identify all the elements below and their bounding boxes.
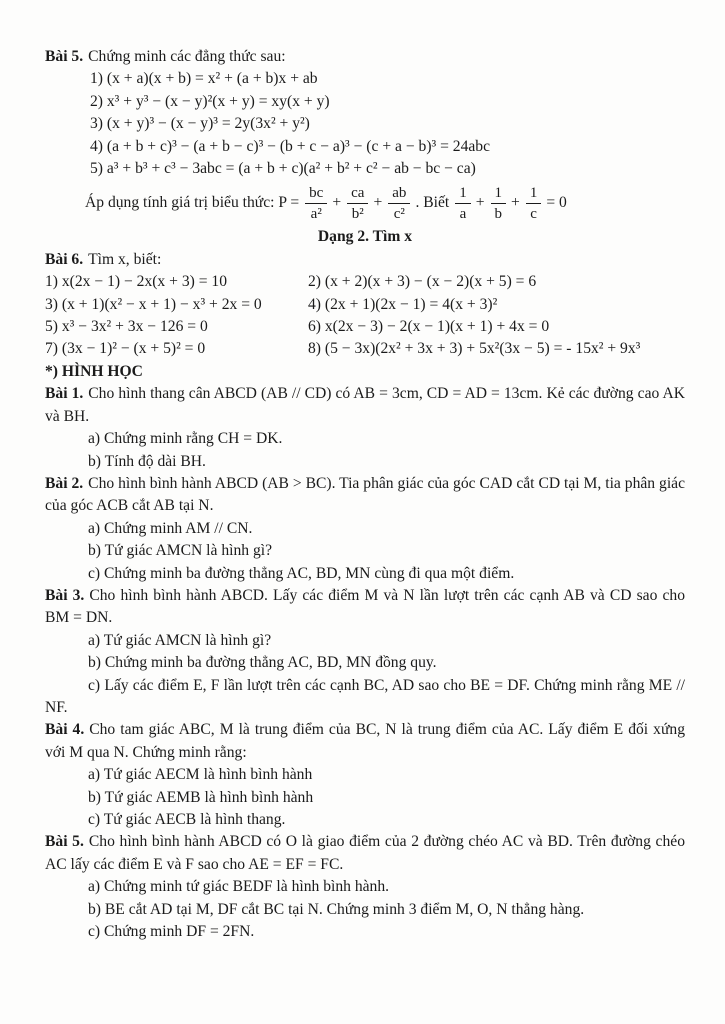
bai6-equation-2: 2) (x + 2)(x + 3) − (x − 2)(x + 5) = 6: [308, 273, 537, 291]
plus-sign: +: [332, 194, 342, 212]
algebra-bai5-label: Bài 5.: [45, 48, 84, 65]
geometry-problem-4-item-a: a) Tứ giác AECM là hình bình hành: [88, 766, 313, 784]
apply-prefix: Áp dụng tính giá trị biểu thức: P =: [85, 194, 300, 212]
geometry-problem-5: [45, 831, 685, 876]
bai6-equation-8: 8) (5 − 3x)(2x² + 3x + 3) + 5x²(3x − 5) = - 15x² + 9x³: [308, 340, 641, 358]
fraction-1-a: $\frac{1}{a}$: [455, 184, 471, 223]
geometry-problem-1-item-b: b) Tính độ dài BH.: [88, 452, 206, 470]
algebra-bai5-equation-5: 5) a³ + b³ + c³ − 3abc = (a + b + c)(a² + b² + c² − ab − bc − ca): [90, 160, 476, 178]
geometry-problem-4-label: Bài 4.: [45, 721, 85, 739]
plus-sign: +: [475, 194, 485, 212]
geometry-problem-5-item-c: c) Chứng minh DF = 2FN.: [88, 923, 255, 941]
algebra-bai6-label: Bài 6.: [45, 250, 84, 268]
dang2-heading: Dạng 2. Tìm x: [317, 228, 413, 246]
algebra-bai6-equations: [45, 271, 685, 361]
apply-suffix: = 0: [546, 194, 567, 212]
algebra-bai5-heading: [45, 46, 685, 68]
geometry-problem-4-item-c: c) Tứ giác AECB là hình thang.: [88, 811, 286, 828]
geometry-problem-1-statement: Cho hình thang cân ABCD (AB // CD) có AB = 3cm, CD = AD = 13cm. Kẻ các đường cao AK và BH.: [45, 385, 686, 425]
geometry-problem-5-item-b: b) BE cắt AD tại M, DF cắt BC tại N. Chứng minh 3 điểm M, O, N thẳng hàng.: [88, 900, 585, 918]
geometry-problem-3-label: Bài 3.: [45, 586, 85, 604]
fraction-1-c: $\frac{1}{c}$: [526, 184, 542, 223]
algebra-bai5-equation-1: 1) (x + a)(x + b) = x² + (a + b)x + ab: [90, 70, 318, 88]
geometry-problem-1: [45, 383, 685, 428]
geometry-problem-2-label: Bài 2.: [45, 474, 84, 492]
geometry-problem-2-item-a: a) Chứng minh AM // CN.: [88, 519, 253, 537]
fraction-ca-b2: $\frac{ca}{\text{b²}}$: [347, 184, 368, 223]
fraction-bc-a2: $\frac{bc}{\text{a²}}$: [305, 184, 327, 223]
fraction-1-b: $\frac{1}{b}$: [491, 184, 507, 223]
fraction-ab-c2: $\frac{ab}{\text{c²}}$: [388, 184, 410, 223]
bai6-equation-3: 3) (x + 1)(x² − x + 1) − x³ + 2x = 0: [45, 295, 262, 313]
apply-between: . Biết: [415, 194, 450, 212]
geometry-problem-2-statement: Cho hình bình hành ABCD (AB > BC). Tia phân giác của góc CAD cắt CD tại M, tia phân giác của góc ACB cắt AB tại N.: [45, 474, 685, 515]
bai6-equation-5: 5) x³ − 3x² + 3x − 126 = 0: [45, 318, 208, 336]
plus-sign: +: [511, 194, 520, 212]
algebra-bai6-title: Tìm x, biết:: [88, 250, 162, 268]
algebra-bai5-title: Chứng minh các đẳng thức sau:: [88, 48, 286, 65]
geometry-problem-2: [45, 473, 685, 518]
geometry-problem-1-label: Bài 1.: [45, 385, 84, 403]
geometry-problem-5-item-a: a) Chứng minh tứ giác BEDF là hình bình hành.: [88, 878, 390, 896]
geometry-section-heading: *) HÌNH HỌC: [45, 362, 143, 380]
geometry-problem-4-statement: Cho tam giác ABC, M là trung điểm của BC, N là trung điểm của AC. Lấy điểm E đối xứng với M qua N. Chứng minh rằng:: [45, 721, 685, 761]
geometry-problem-5-statement: Cho hình bình hành ABCD có O là giao điểm của 2 đường chéo AC và BD. Trên đường chéo AC lấy các điểm E và F sao cho AE = EF = FC.: [45, 833, 685, 873]
geometry-problem-3-item-b: b) Chứng minh ba đường thẳng AC, BD, MN đồng quy.: [88, 654, 437, 672]
geometry-problem-3-item-c: c) Lấy các điểm E, F lần lượt trên các cạnh BC, AD sao cho BE = DF. Chứng minh rằng ME // NF.: [45, 676, 685, 716]
bai6-equation-7: 7) (3x − 1)² − (x + 5)² = 0: [45, 340, 206, 358]
plus-sign: +: [373, 194, 383, 212]
geometry-problem-4-item-b: b) Tứ giác AEMB là hình bình hành: [88, 788, 314, 806]
geometry-problem-2-item-c: c) Chứng minh ba đường thẳng AC, BD, MN cùng đi qua một điểm.: [88, 564, 515, 582]
geometry-problem-3-statement: Cho hình bình hành ABCD. Lấy các điểm M và N lần lượt trên các cạnh AB và CD sao cho BM = DN.: [45, 586, 685, 627]
geometry-problem-3-item-a: a) Tứ giác AMCN là hình gì?: [88, 631, 272, 649]
bai6-equation-6: 6) x(2x − 3) − 2(x − 1)(x + 1) + 4x = 0: [308, 318, 550, 336]
algebra-bai5-equation-4: 4) (a + b + c)³ − (a + b − c)³ − (b + c − a)³ − (c + a − b)³ = 24abc: [90, 137, 491, 155]
geometry-problem-2-item-b: b) Tứ giác AMCN là hình gì?: [88, 542, 273, 560]
bai6-equation-1: 1) x(2x − 1) − 2x(x + 3) = 10: [45, 273, 227, 291]
geometry-problem-4: [45, 719, 685, 764]
algebra-apply-line: [45, 180, 685, 226]
algebra-bai6-heading: [45, 249, 685, 271]
geometry-problem-1-item-a: a) Chứng minh rằng CH = DK.: [88, 430, 283, 448]
geometry-problem-5-label: Bài 5.: [45, 833, 84, 851]
geometry-problem-3: [45, 585, 685, 630]
algebra-bai5-equation-3: 3) (x + y)³ − (x − y)³ = 2y(3x² + y²): [90, 115, 310, 133]
bai6-equation-4: 4) (2x + 1)(2x − 1) = 4(x + 3)²: [308, 295, 498, 313]
algebra-bai5-equation-2: 2) x³ + y³ − (x − y)²(x + y) = xy(x + y): [90, 92, 330, 110]
